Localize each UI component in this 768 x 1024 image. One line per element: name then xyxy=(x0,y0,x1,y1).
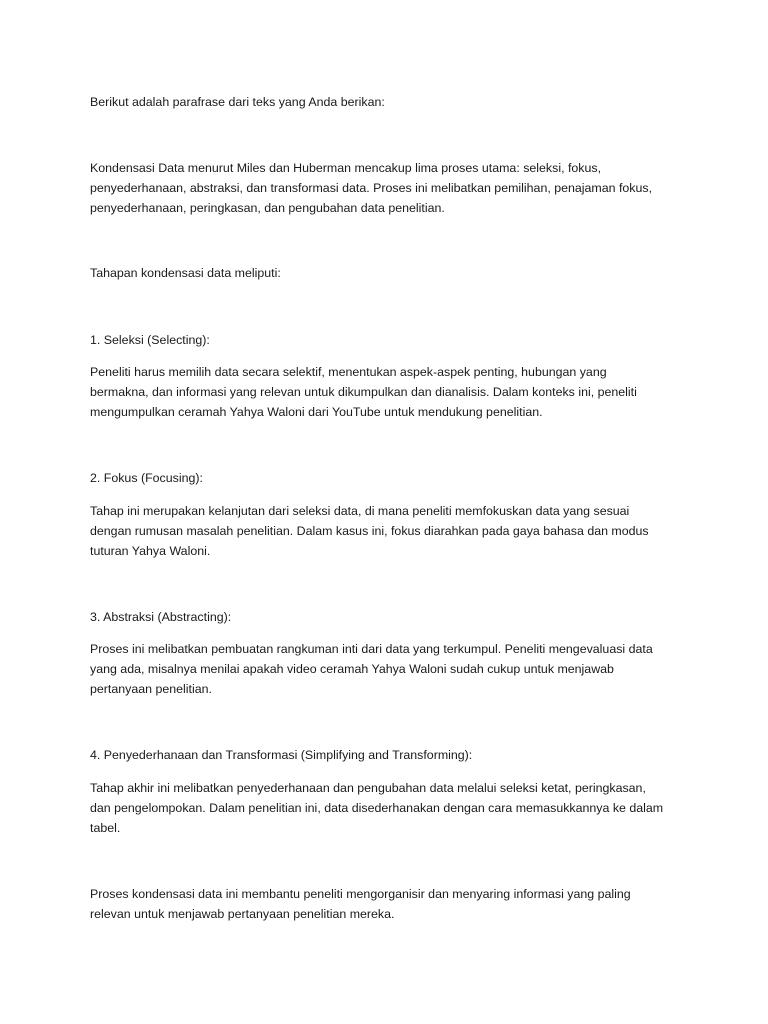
section-heading: 1. Seleksi (Selecting): xyxy=(90,333,210,347)
section-body-line: Proses ini melibatkan pembuatan rangkuman inti dari data yang terkumpul. Peneliti mengevaluasi data xyxy=(90,642,653,656)
conclusion-line: relevan untuk menjawab pertanyaan penelitian mereka. xyxy=(90,907,395,921)
section-body-line: mengumpulkan ceramah Yahya Waloni dari YouTube untuk mendukung penelitian. xyxy=(90,405,543,419)
section-body-line: dengan rumusan masalah penelitian. Dalam kasus ini, fokus diarahkan pada gaya bahasa dan modus xyxy=(90,524,649,538)
stages-intro: Tahapan kondensasi data meliputi: xyxy=(90,266,281,280)
section-body-line: yang ada, misalnya menilai apakah video ceramah Yahya Waloni sudah cukup untuk menjawab xyxy=(90,662,614,676)
section-heading: 3. Abstraksi (Abstracting): xyxy=(90,610,232,624)
section-body-line: pertanyaan penelitian. xyxy=(90,682,212,696)
summary-line: penyederhanaan, abstraksi, dan transformasi data. Proses ini melibatkan pemilihan, penajaman fokus, xyxy=(90,181,653,195)
section-body-line: Tahap ini merupakan kelanjutan dari seleksi data, di mana peneliti memfokuskan data yang sesuai xyxy=(90,504,630,518)
section-body-line: Tahap akhir ini melibatkan penyederhanaan dan pengubahan data melalui seleksi ketat, peringkasan, xyxy=(90,781,646,795)
conclusion-line: Proses kondensasi data ini membantu peneliti mengorganisir dan menyaring informasi yang paling xyxy=(90,887,631,901)
section-body-line: bermakna, dan informasi yang relevan untuk dikumpulkan dan dianalisis. Dalam konteks ini, peneliti xyxy=(90,385,637,399)
section-body-line: dan pengelompokan. Dalam penelitian ini, data disederhanakan dengan cara memasukkannya ke dalam xyxy=(90,801,664,815)
section-body-line: tabel. xyxy=(90,821,121,835)
summary-line: Kondensasi Data menurut Miles dan Huberman mencakup lima proses utama: seleksi, fokus, xyxy=(90,161,602,175)
section-heading: 4. Penyederhanaan dan Transformasi (Simplifying and Transforming): xyxy=(90,748,473,762)
section-body-line: Peneliti harus memilih data secara selektif, menentukan aspek-aspek penting, hubungan yang xyxy=(90,365,607,379)
section-heading: 2. Fokus (Focusing): xyxy=(90,471,203,485)
intro-line: Berikut adalah parafrase dari teks yang Anda berikan: xyxy=(90,95,385,109)
summary-line: penyederhanaan, peringkasan, dan pengubahan data penelitian. xyxy=(90,201,445,215)
section-body-line: tuturan Yahya Waloni. xyxy=(90,544,211,558)
